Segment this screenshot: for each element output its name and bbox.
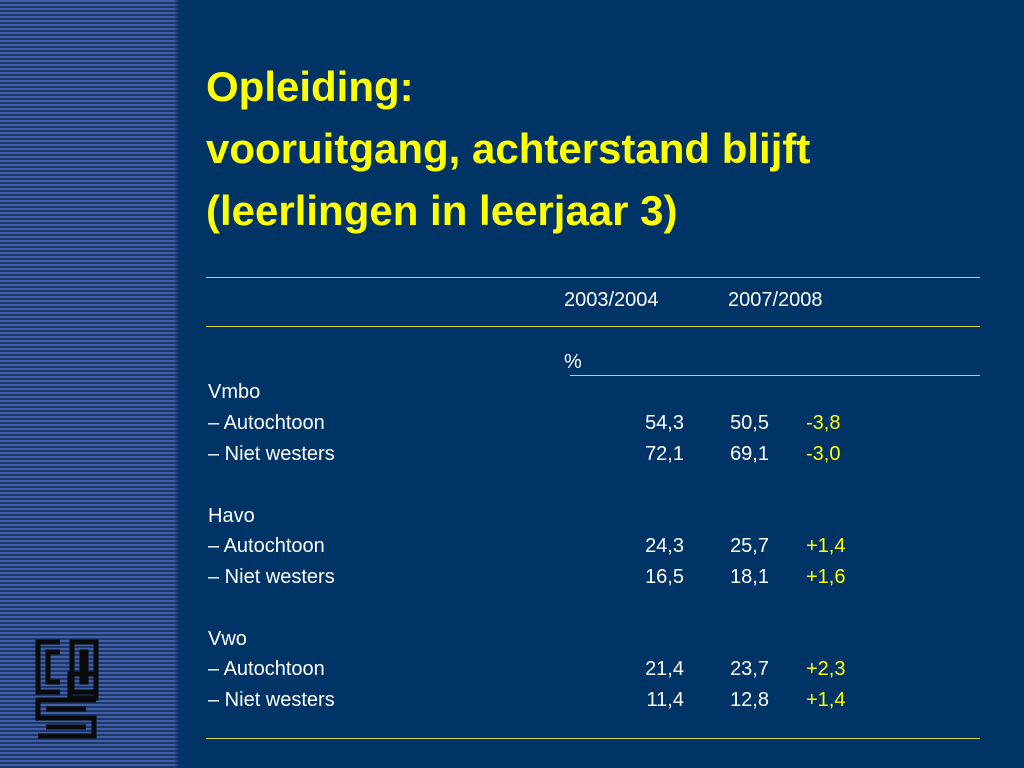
title-line-2: vooruitgang, achterstand blijft: [206, 125, 811, 172]
value-2007-2008: 23,7: [730, 658, 769, 680]
group-label-vmbo: Vmbo: [208, 381, 261, 403]
value-2003-2004: 54,3: [645, 412, 684, 434]
value-2003-2004: 72,1: [645, 443, 684, 465]
value-2003-2004: 24,3: [645, 535, 684, 557]
title-line-1: Opleiding:: [206, 63, 414, 110]
unit-label: %: [564, 351, 582, 373]
row-label: – Autochtoon: [208, 535, 325, 557]
row-label: – Niet westers: [208, 443, 335, 465]
value-2007-2008: 12,8: [730, 689, 769, 711]
table-top-rule: [206, 277, 980, 278]
cbs-logo-icon: [30, 634, 102, 744]
title-line-3: (leerlingen in leerjaar 3): [206, 187, 678, 234]
difference-value: +2,3: [806, 658, 846, 680]
row-label: – Autochtoon: [208, 658, 325, 680]
column-header-2007-2008: 2007/2008: [728, 289, 823, 311]
header-bottom-rule: [206, 326, 980, 327]
value-2003-2004: 21,4: [645, 658, 684, 680]
difference-value: +1,4: [806, 535, 846, 557]
value-2007-2008: 69,1: [730, 443, 769, 465]
value-2007-2008: 50,5: [730, 412, 769, 434]
row-label: – Niet westers: [208, 689, 335, 711]
row-label: – Autochtoon: [208, 412, 325, 434]
row-label: – Niet westers: [208, 566, 335, 588]
group-label-vwo: Vwo: [208, 628, 247, 650]
difference-value: -3,8: [806, 412, 841, 434]
value-2003-2004: 11,4: [646, 689, 684, 711]
difference-value: -3,0: [806, 443, 841, 465]
table-bottom-rule: [206, 738, 980, 739]
value-2007-2008: 18,1: [730, 566, 769, 588]
slide-title: [206, 56, 810, 242]
group-label-havo: Havo: [208, 505, 255, 527]
unit-underline: [570, 375, 980, 376]
value-2007-2008: 25,7: [730, 535, 769, 557]
difference-value: +1,4: [806, 689, 846, 711]
value-2003-2004: 16,5: [645, 566, 684, 588]
difference-value: +1,6: [806, 566, 846, 588]
column-header-2003-2004: 2003/2004: [564, 289, 659, 311]
